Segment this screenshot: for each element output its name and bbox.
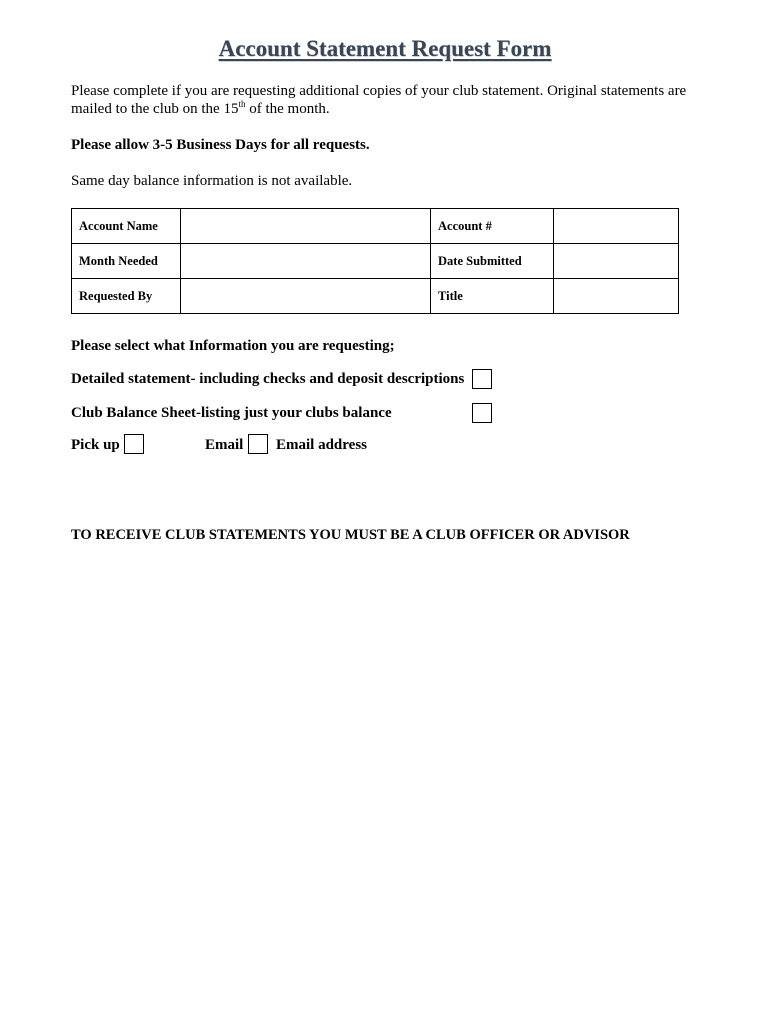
title-field[interactable] (554, 279, 679, 314)
balance-sheet-label: Club Balance Sheet-listing just your clubs balance (71, 405, 392, 421)
requested-by-field[interactable] (181, 279, 431, 314)
detailed-statement-checkbox[interactable] (472, 369, 492, 389)
intro-paragraph: Please complete if you are requesting additional copies of your club statement. Original statements are mailed to the club on the 15th of the month. (71, 83, 687, 117)
table-row (72, 209, 679, 244)
request-info-table (71, 208, 679, 314)
date-submitted-label: Date Submitted (431, 244, 554, 279)
email-label: Email (205, 437, 244, 453)
business-days-notice: Please allow 3-5 Business Days for all requests. (71, 137, 370, 153)
same-day-notice: Same day balance information is not available. (71, 173, 353, 189)
title-label: Title (431, 279, 554, 314)
email-checkbox[interactable] (248, 434, 268, 454)
requested-by-label: Requested By (72, 279, 181, 314)
account-number-label: Account # (431, 209, 554, 244)
month-needed-field[interactable] (181, 244, 431, 279)
detailed-statement-label: Detailed statement- including checks and deposit descriptions (71, 371, 465, 387)
select-prompt: Please select what Information you are requesting; (71, 338, 395, 354)
pickup-label: Pick up (71, 437, 120, 453)
account-name-field[interactable] (181, 209, 431, 244)
balance-sheet-checkbox[interactable] (472, 403, 492, 423)
account-number-field[interactable] (554, 209, 679, 244)
table-row (72, 279, 679, 314)
date-submitted-field[interactable] (554, 244, 679, 279)
account-name-label: Account Name (72, 209, 181, 244)
email-address-label: Email address (276, 437, 367, 453)
officer-requirement-notice: TO RECEIVE CLUB STATEMENTS YOU MUST BE A CLUB OFFICER OR ADVISOR (71, 527, 630, 543)
page-title: Account Statement Request Form (218, 36, 552, 61)
pickup-checkbox[interactable] (124, 434, 144, 454)
table-row (72, 244, 679, 279)
month-needed-label: Month Needed (72, 244, 181, 279)
